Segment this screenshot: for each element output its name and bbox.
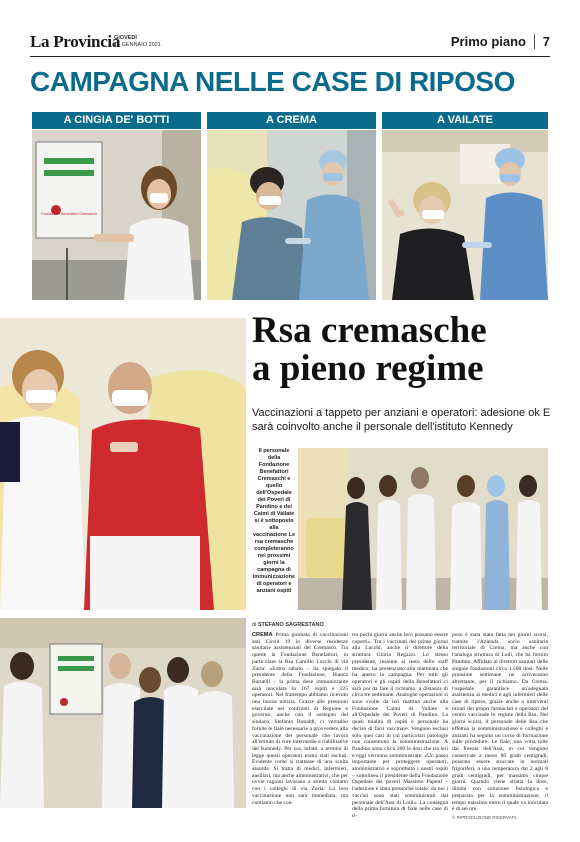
headline-line-1: Rsa cremasche [252, 310, 487, 351]
issue-date [114, 35, 161, 48]
photo-vaccinated-staff [0, 318, 246, 610]
issue-date-text: 14 GENNAIO 2021 [114, 41, 161, 48]
subheadline: Vaccinazioni a tappeto per anziani e operatori: adesione ok E sarà coinvolto anche il personale dell'istituto Kennedy [252, 407, 551, 433]
band-vailate: A VAILATE [382, 112, 548, 129]
main-title: CAMPAGNA NELLE CASE DI RIPOSO [30, 66, 515, 97]
article-column-2-text: tro pochi giorni anche loro possano essere coperti». Tra i vaccinati del primo giorno alla Lucchi, anche il direttore della struttura Gloria Regazzi. Lo stesso presidente, insieme al resto dello staff medico, ha presenziato alla mattinata che ha aperto la campagna. Per tutti gli operatori e gli ospiti della Benefattori ci sarà poi da fare il richiamo, a distanza di circa tre settimane. Analoghe operazioni si sono svolte da ieri mattina anche alla Fondazione Caimi di Vailate e all'Ospedale dei Poveri di Pandino. La quasi totalità di ospiti e personale ha deciso di farsi vaccinare. Vengono esclusi solo quei casi in cui particolari patologie non consentono la somministrazione. A Pandino sono circa 200 le dosi che tra ieri e oggi verranno somministrate. «Un passo importante per proteggere operatori, amministrativi e soprattutto i nostri ospiti – sottolinea il presidente della Fondazione Ospedale dei poveri Massimo Papetti – l'adesione è stata pressoché totale: da noi i vaccini sono stati somministrati dal personale dell'Asst di Lodi». La consegna della prima fornitura di fiale nelle case di ri- [352, 632, 448, 819]
newspaper-logo: La Provincia [30, 32, 121, 51]
issue-day: GIOVEDÌ [114, 35, 137, 41]
masthead-rule [30, 56, 550, 57]
photo-cingia [32, 130, 201, 300]
sign-text: Fondazione Benefattori Cremaschi [41, 212, 97, 216]
headline-line-2: a pieno regime [252, 348, 484, 389]
headline [252, 312, 552, 388]
section-name: Primo piano [450, 34, 526, 49]
photo-caption: Il personale della Fondazione Benefattori Cremaschi e quello dell'Ospedale dei Poveri di Pandino e dei Caimi di Vailate si è sottoposto alla vaccinazione Le rsa cremasche completeranno nei prossimi giorni la campagna di immunizzazione di operatori e anziani ospiti [252, 448, 296, 594]
byline-name: STEFANO SAGRESTANO [257, 622, 324, 628]
article-column-3-text: poso è stata stata fatta nei giorni scorsi, tramite l'Azienda socio sanitaria territoriale di Crema, ma anche con l'analoga struttura di Lodi, che ha fornito Pandino. Affidato ai direttori sanitari delle singole fondazioni circa 1.500 dosi. Nelle prossime settimane ne arriveranno altrettante, per il richiamo. Da Crema, l'ospedale garantisce un'adeguata assistenza ai medici e agli infermieri delle case di riposo, grazie anche a interventi mirati dei propri farmacisti e operatori del centro vaccinale in regime della Rsa. Nei giorni scorsi, il personale delle Rsa che effettua la somministrazione è colleghi e anziani ha seguito un corso di formazione sulle procedure. Le fiale, una volta tolte dai freezer dell'Asst, in cui vengono conservate a meno 80 gradi centigradi, possono essere stoccate in normali frigoriferi, a una temperatura dai 2 agli 8 gradi centigradi, per massimo cinque giorni. Quando viene stratta la dose, diluita con soluzione fisiologica e preparata per la somministrazione, il tempo massimo entro il quale va inoculata è di sei ore. [452, 632, 548, 813]
masthead [30, 32, 550, 54]
band-cingia: A CINGIA DE' BOTTI [32, 112, 201, 129]
photo-bottom-group [0, 618, 246, 808]
article-column-1-text: Prima giornata di vaccinazioni anti Covid 19 in diverse residenze sanitarie assistenziali del Cremasco. Tra queste la Fondazione Benefattori, in particolare la Rsa Camillo Lucchi di via Zurla: «Entro sabato – ha spiegato il presidente della Fondazione, Bianca Baruelli – la prima dose immunizzante sarà inoculata in 167 ospiti e 125 operatori. Nel frattempo abbiamo ricevuto una buona notizia. Grazie alle pressioni esercitate nei confronti di Regione e governo, anche con il sostegno del sindaco, Stefania Bonaldi, ci verranno fornite le fiale necessarie a provvedere alla vaccinazione del personale che lavora all'istituto di cure intermedie e riabilitative del Kennedy. Per ora, infatti, a termini di legge questi operatori erano stati esclusi. Evidente come si trattasse di una scelta assurda. Si tratta di medici, infermieri, ausiliari, ma anche amministrativi, che per ovvie ragioni lavorano a stretto contatto con i colleghi di via Zurla. La loro vaccinazione non sarà immediata, ma contiamo che con- [252, 632, 348, 806]
article-column-2 [352, 632, 448, 820]
byline [252, 622, 324, 628]
article-dateline: CREMA [252, 632, 273, 638]
page-number: 7 [534, 34, 550, 49]
photo-vailate [382, 130, 548, 300]
article-column-3 [452, 632, 548, 822]
photo-group-staff [298, 448, 548, 610]
byline-prefix: di [252, 622, 257, 628]
photo-crema [207, 130, 376, 300]
article-column-1 [252, 632, 348, 806]
copyright-credit: © RIPRODUZIONE RISERVATA [452, 814, 517, 820]
band-crema: A CREMA [207, 112, 376, 129]
